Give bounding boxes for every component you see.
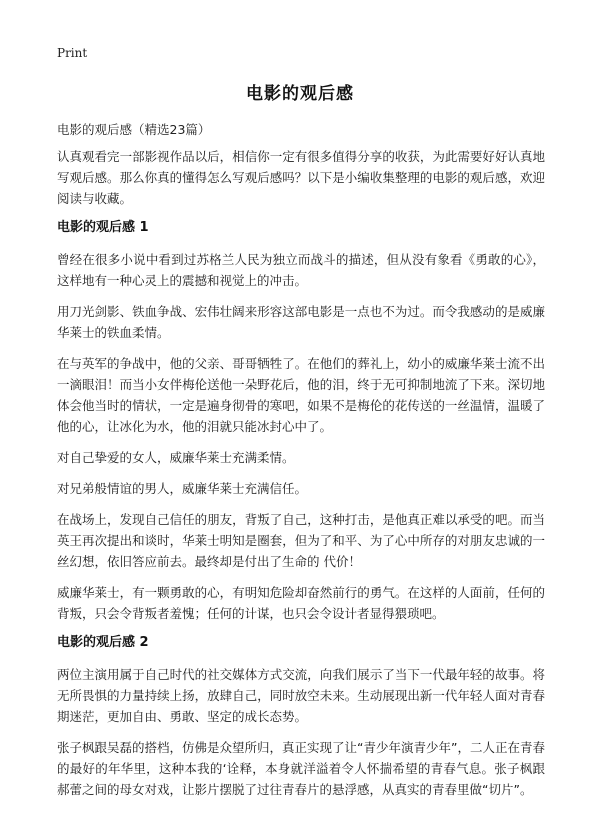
paragraph: 威廉华莱士，有一颗勇敢的心，有明知危险却奋然前行的勇气。在这样的人面前，任何的背叛，只会令背叛者羞愧；任何的计谋，也只会令设计者显得猥琐吧。 bbox=[57, 585, 545, 621]
paragraph: 对自己挚爱的女人，威廉华莱士充满柔情。 bbox=[57, 450, 295, 465]
section-heading: 电影的观后感 1 bbox=[57, 220, 149, 235]
paragraph: 用刀光剑影、铁血争战、宏伟壮阔来形容这部电影是一点也不为过。而令我感动的是威廉华莱士的铁血柔情。 bbox=[57, 304, 545, 340]
section-heading: 电影的观后感 2 bbox=[57, 635, 149, 650]
document-title: 电影的观后感 bbox=[246, 84, 354, 104]
print-label: Print bbox=[57, 46, 88, 60]
paragraph: 在战场上，发现自己信任的朋友，背叛了自己，这种打击，是他真正难以承受的吧。而当英王再次提出和谈时，华莱士明知是圈套，但为了和平、为了心中所存的对朋友忠诚的一丝幻想，依旧答应前去。最终却是付出了生命的 代价！ bbox=[57, 512, 545, 569]
paragraph: 张子枫跟吴磊的搭档，仿佛是众望所归，真正实现了让“青少年演青少年”，二人正在青春的最好的年华里，这种本我的‘诠释，本身就洋溢着令人怀揣希望的青春气息。张子枫跟郝蕾之间的母女对戏，让影片摆脱了过往青春片的悬浮感，从真实的青春里做“切片”。 bbox=[57, 740, 545, 797]
intro-paragraph: 认真观看完一部影视作品以后，相信你一定有很多值得分享的收获，为此需要好好认真地写观后感。那么你真的懂得怎么写观后感吗？以下是小编收集整理的电影的观后感，欢迎阅读与收藏。 bbox=[57, 149, 545, 206]
paragraph: 在与英军的争战中，他的父亲、哥哥牺牲了。在他们的葬礼上，幼小的威廉华莱士流不出一滴眼泪！而当小女伴梅伦送他一朵野花后，他的泪，终于无可抑制地流了下来。深切地体会他当时的情状，一定是遍身彻骨的寒吧，如果不是梅伦的花传送的一丝温情，温暖了他的心，让冰化为水，他的泪就只能冰封心中了。 bbox=[57, 356, 545, 434]
paragraph: 曾经在很多小说中看到过苏格兰人民为独立而战斗的描述，但从没有象看《勇敢的心》，这样地有一种心灵上的震撼和视觉上的冲击。 bbox=[57, 252, 545, 288]
document-body bbox=[57, 146, 545, 810]
paragraph: 对兄弟般情谊的男人，威廉华莱士充满信任。 bbox=[57, 481, 308, 496]
paragraph: 两位主演用属于自己时代的社交媒体方式交流，向我们展示了当下一代最年轻的故事。将无所畏惧的力量持续上扬，放肆自己，同时放空未来。生动展现出新一代年轻人面对青春期迷茫，更加自由、勇敢、坚定的成长态势。 bbox=[57, 667, 545, 724]
document-subtitle: 电影的观后感（精选23篇） bbox=[57, 122, 211, 137]
